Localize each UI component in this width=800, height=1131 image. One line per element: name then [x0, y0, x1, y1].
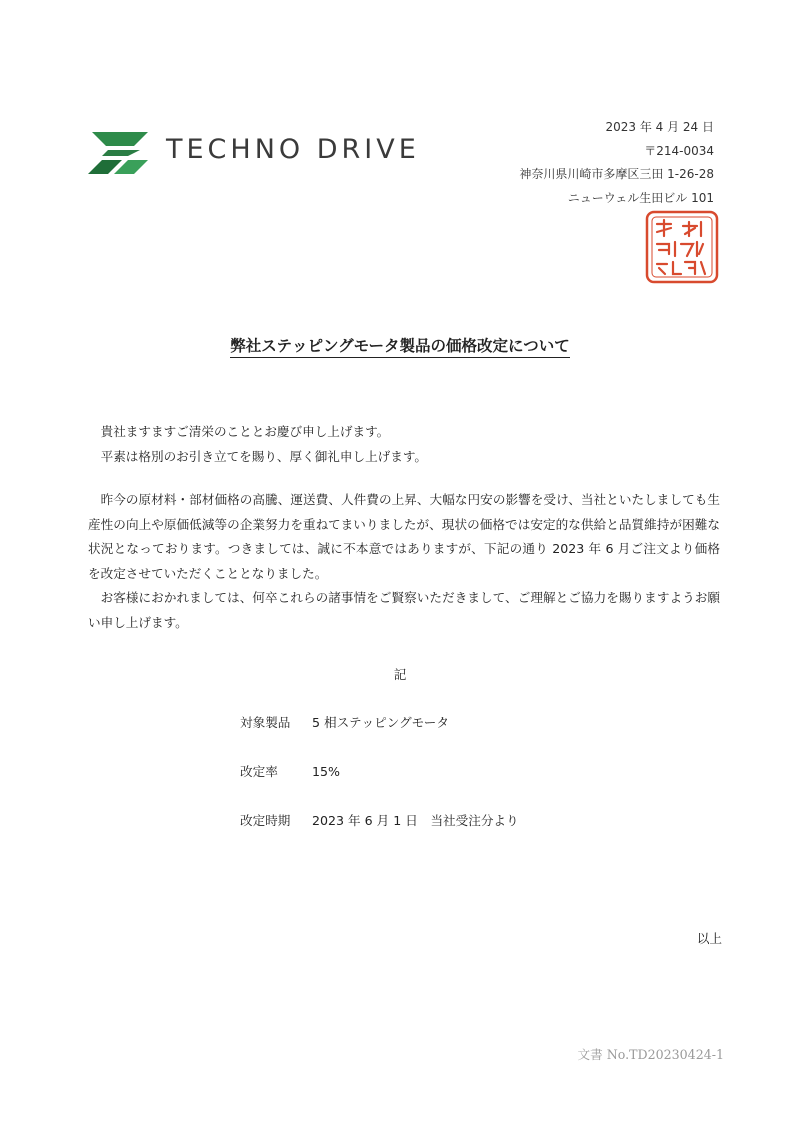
company-logo: [88, 128, 448, 178]
spec-rate-label: 改定率: [240, 764, 278, 779]
spec-date-label: 改定時期: [240, 813, 291, 828]
body-block: [88, 488, 720, 635]
closing-text: 以上: [696, 931, 722, 946]
spec-date-value: 2023 年 6 月 1 日 当社受注分より: [312, 813, 519, 828]
greeting-block: [88, 420, 720, 469]
address-line-1: 神奈川県川崎市多摩区三田 1-26-28: [519, 167, 714, 181]
address-line-2: ニューウェル生田ビル 101: [567, 190, 714, 205]
company-seal: [645, 210, 719, 284]
logo-mark-icon: [88, 130, 152, 176]
body-paragraph: お客様におかれましては、何卒これらの諸事情をご賢察いただきまして、ご理解とご協力を賜りますようお願い申し上げます。: [88, 590, 720, 630]
greeting-line: 貴社ますますご清栄のこととお慶び申し上げます。: [100, 424, 390, 439]
spec-date: [240, 810, 519, 829]
document-number: 文書 No.TD20230424-1: [577, 1047, 724, 1062]
body-paragraph: 昨今の原材料・部材価格の高騰、運送費、人件費の上昇、大幅な円安の影響を受け、当社といたしましても生産性の向上や原価低減等の企業努力を重ねてまいりましたが、現状の価格では安定的な供給と品質維持が困難な状況となっております。つきましては、誠に不本意ではありますが、下記の通り 2023 年 6 月ご注文より価格を改定させていただくこととなりました。: [88, 492, 720, 581]
ki-heading: 記: [393, 667, 407, 682]
document-title-text: 弊社ステッピングモータ製品の価格改定について: [230, 337, 569, 358]
issue-date: 2023 年 4 月 24 日: [605, 120, 714, 134]
postal-code: 〒214-0034: [644, 143, 714, 158]
logo-text: TECHNO DRIVE: [166, 134, 420, 165]
document-title: [0, 334, 800, 356]
spec-product-value: 5 相ステッピングモータ: [312, 715, 449, 730]
spec-rate: [240, 761, 340, 780]
greeting-line: 平素は格別のお引き立てを賜り、厚く御礼申し上げます。: [100, 448, 428, 464]
seal-stamp-icon: [645, 210, 719, 284]
spec-rate-value: 15%: [312, 764, 340, 779]
spec-product: [240, 712, 449, 731]
header-info: [519, 116, 714, 210]
spec-product-label: 対象製品: [240, 715, 291, 730]
